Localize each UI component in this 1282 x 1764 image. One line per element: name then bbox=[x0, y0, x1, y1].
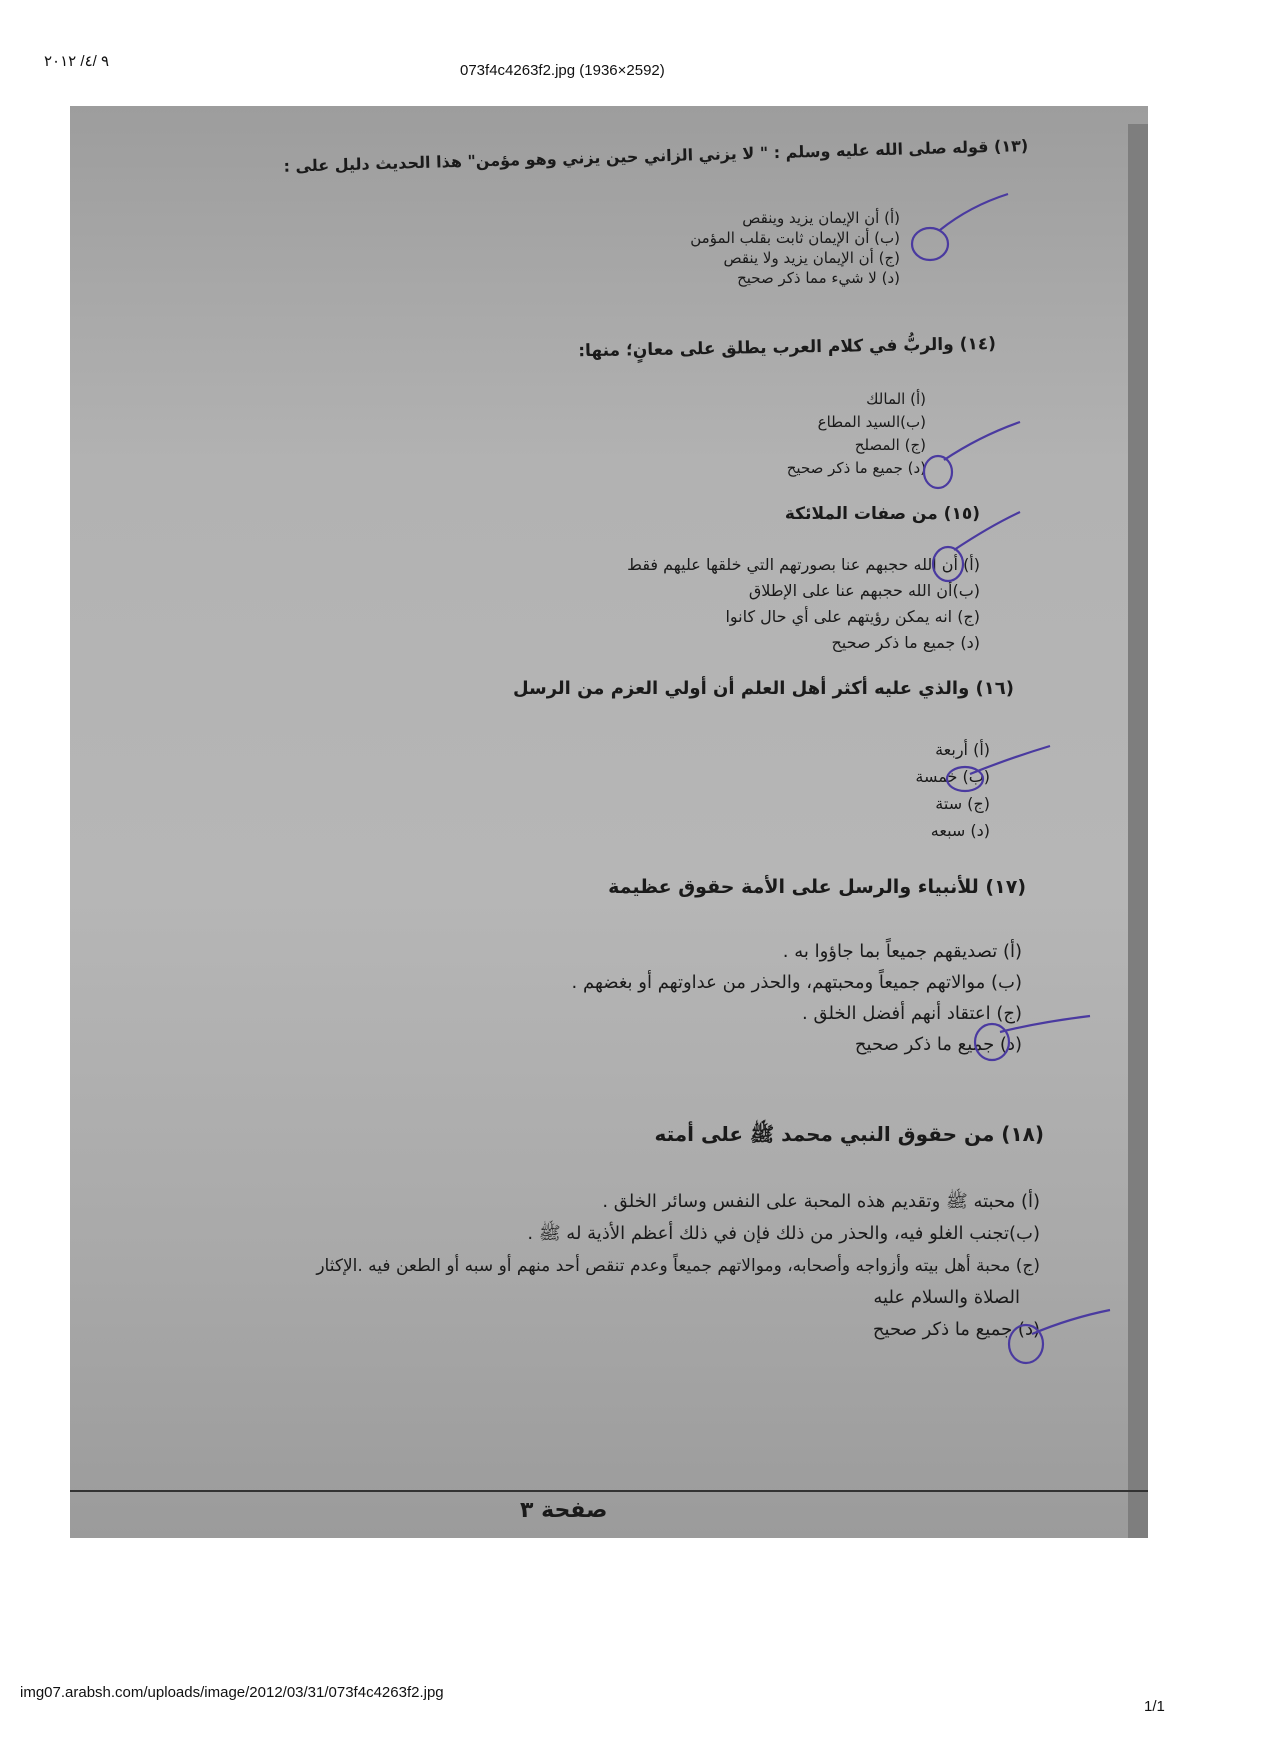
q18-option-c-continued: الصلاة والسلام عليه bbox=[873, 1287, 1020, 1308]
q16-option-d: (د) سبعه bbox=[930, 821, 990, 840]
q18-option-b: (ب)تجنب الغلو فيه، والحذر من ذلك فإن في ذلك أعظم الأذية له ﷺ . bbox=[527, 1223, 1040, 1244]
page-divider-line bbox=[70, 1490, 1148, 1492]
question-18-options bbox=[316, 1186, 1040, 1346]
scanned-page bbox=[70, 106, 1148, 1538]
stroke-q18 bbox=[1032, 1310, 1110, 1334]
stroke-q13 bbox=[940, 194, 1008, 230]
question-17-stem: (١٧) للأنبياء والرسل على الأمة حقوق عظيمة bbox=[608, 876, 1026, 898]
scan-shadow-edge bbox=[1128, 124, 1148, 1538]
question-18-stem: (١٨) من حقوق النبي محمد ﷺ على أمته bbox=[654, 1122, 1044, 1146]
q17-option-b: (ب) موالاتهم جميعاً ومحبتهم، والحذر من عداوتهم أو بغضهم . bbox=[571, 972, 1022, 993]
circle-q14-d bbox=[924, 456, 952, 488]
q13-option-a: (أ) أن الإيمان يزيد وينقص bbox=[742, 209, 900, 227]
q15-option-d: (د) جميع ما ذكر صحيح bbox=[831, 633, 980, 652]
stroke-q14 bbox=[944, 422, 1020, 460]
page-number-label: صفحة ٣ bbox=[520, 1498, 608, 1523]
question-17-options bbox=[572, 936, 1022, 1060]
q16-option-a: (أ) أربعة bbox=[935, 740, 990, 759]
q15-option-b: (ب)أن الله حجبهم عنا على الإطلاق bbox=[748, 581, 980, 600]
question-16-stem: (١٦) والذي عليه أكثر أهل العلم أن أولي العزم من الرسل bbox=[512, 678, 1014, 699]
q15-option-c: (ج) انه يمكن رؤيتهم على أي حال كانوا bbox=[725, 607, 980, 626]
question-16-options bbox=[915, 736, 990, 844]
q15-option-a: (أ) أن الله حجبهم عنا بصورتهم التي خلقها عليهم فقط bbox=[627, 555, 980, 574]
question-13-options bbox=[690, 208, 900, 288]
q14-option-a: (أ) المالك bbox=[866, 390, 926, 408]
source-url: img07.arabsh.com/uploads/image/2012/03/31/073f4c4263f2.jpg bbox=[20, 1684, 444, 1701]
question-13-stem: (١٣) قوله صلى الله عليه وسلم : " لا يزني الزاني حين يزني وهو مؤمن" هذا الحديث دليل على : bbox=[283, 136, 1029, 176]
q17-option-a: (أ) تصديقهم جميعاً بما جاؤوا به . bbox=[782, 941, 1022, 962]
question-14-options bbox=[787, 388, 926, 480]
question-15-options bbox=[627, 552, 980, 656]
q14-option-c: (ج) المصلح bbox=[854, 436, 926, 454]
question-14-stem: (١٤) والربُّ في كلام العرب يطلق على معانٍ؛ منها: bbox=[578, 334, 997, 362]
q18-option-d: (د) جميع ما ذكر صحيح bbox=[872, 1319, 1040, 1340]
q18-option-a: (أ) محبته ﷺ وتقديم هذه المحبة على النفس وسائر الخلق . bbox=[602, 1191, 1040, 1212]
q14-option-d: (د) جميع ما ذكر صحيح bbox=[786, 459, 926, 477]
q17-option-d: (د) جميع ما ذكر صحيح bbox=[854, 1034, 1022, 1055]
q16-option-b: (ب) خمسة bbox=[915, 767, 990, 786]
q14-option-b: (ب)السيد المطاع bbox=[817, 413, 926, 431]
circle-q13-a bbox=[912, 228, 948, 260]
print-date: ٩ /٤/ ٢٠١٢ bbox=[44, 53, 110, 70]
q13-option-c: (ج) أن الإيمان يزيد ولا ينقص bbox=[723, 249, 900, 267]
q16-option-c: (ج) ستة bbox=[935, 794, 990, 813]
q18-option-c: (ج) محبة أهل بيته وأزواجه وأصحابه، وموالاتهم جميعاً وعدم تنقص أحد منهم أو سبه أو الطعن فيه .الإكثار bbox=[316, 1256, 1040, 1276]
q13-option-d: (د) لا شيء مما ذكر صحيح bbox=[737, 269, 900, 287]
q17-option-c: (ج) اعتقاد أنهم أفضل الخلق . bbox=[802, 1003, 1022, 1024]
question-15-stem: (١٥) من صفات الملائكة bbox=[784, 504, 980, 524]
q13-option-b: (ب) أن الإيمان ثابت بقلب المؤمن bbox=[690, 229, 900, 247]
image-title: 073f4c4263f2.jpg (1936×2592) bbox=[460, 62, 665, 79]
page-count: 1/1 bbox=[1144, 1698, 1165, 1715]
